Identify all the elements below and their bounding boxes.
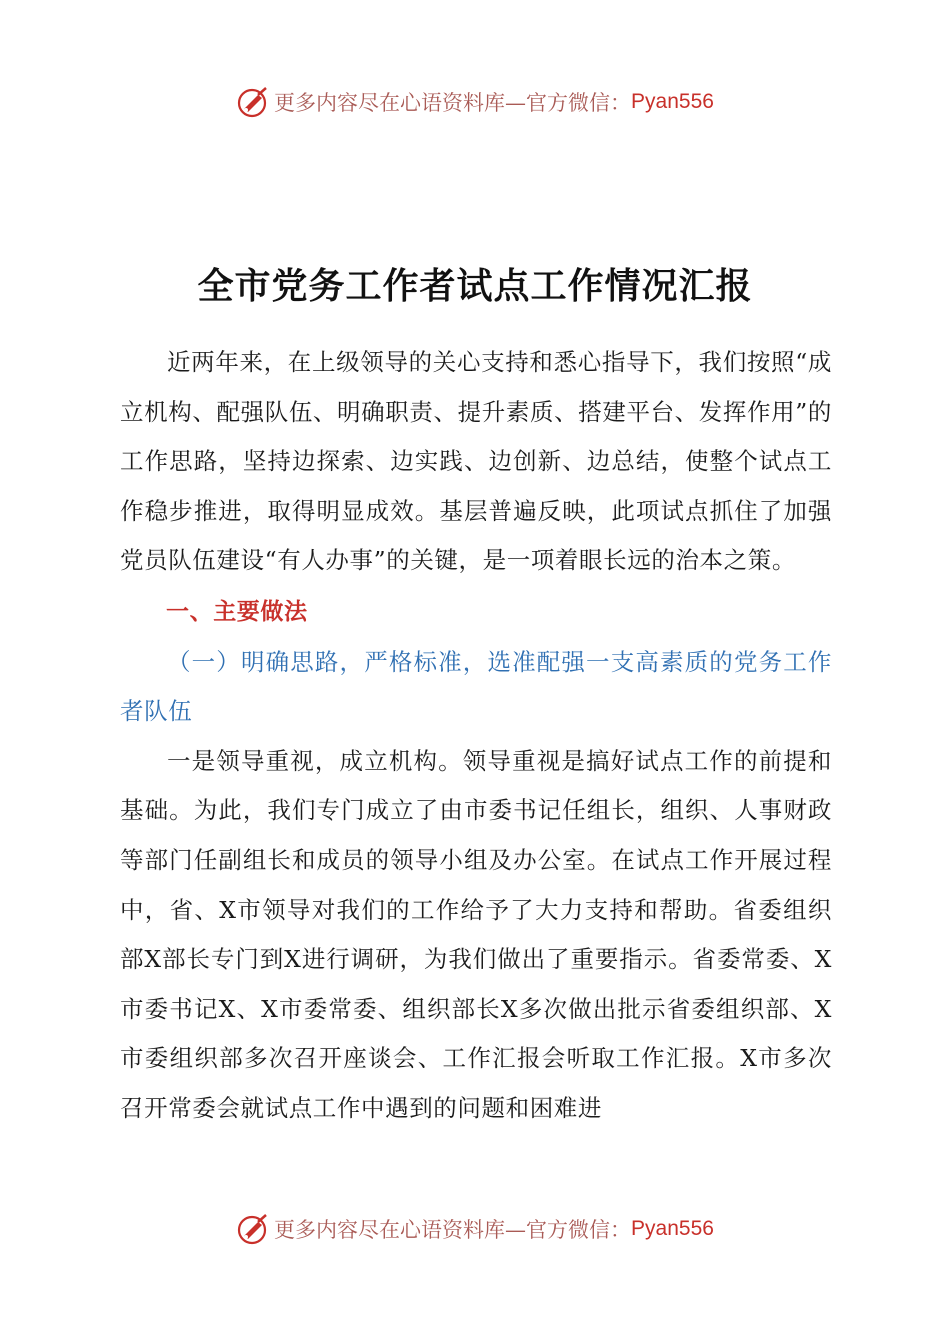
watermark-handle: Pyan556 <box>631 90 714 113</box>
watermark-banner-top <box>0 82 950 122</box>
document-title: 全市党务工作者试点工作情况汇报 <box>197 265 753 307</box>
watermark-text: 更多内容尽在心语资料库—官方微信： <box>274 1218 632 1242</box>
watermark-handle: Pyan556 <box>631 1217 714 1240</box>
subsection-heading: （一）明确思路，严格标准，选准配强一支高素质的党务工作者队伍 <box>120 647 832 726</box>
pen-circle-logo-icon <box>236 85 270 119</box>
section-heading: 一、主要做法 <box>166 598 308 625</box>
watermark-text: 更多内容尽在心语资料库—官方微信： <box>274 91 632 115</box>
watermark-banner-bottom <box>0 1209 950 1249</box>
document-body <box>120 338 832 1134</box>
body-paragraph: 一是领导重视，成立机构。领导重视是搞好试点工作的前提和基础。为此，我们专门成立了由市委书记任组长，组织、人事财政等部门任副组长和成员的领导小组及办公室。在试点工作开展过程中，省、X市领导对我们的工作给予了大力支持和帮助。省委组织部X部长专门到X进行调研，为我们做出了重要指示。省委常委、X市委书记X、X市委常委、组织部长X多次做出批示省委组织部、X市委组织部多次召开座谈会、工作汇报会听取工作汇报。X市多次召开常委会就试点工作中遇到的问题和困难进 <box>120 746 832 1122</box>
pen-circle-logo-icon <box>236 1212 270 1246</box>
intro-paragraph: 近两年来，在上级领导的关心支持和悉心指导下，我们按照“成立机构、配强队伍、明确职责、提升素质、搭建平台、发挥作用”的工作思路，坚持边探索、边实践、边创新、边总结，使整个试点工作稳步推进，取得明显成效。基层普遍反映，此项试点抓住了加强党员队伍建设“有人办事”的关键，是一项着眼长远的治本之策。 <box>120 348 832 575</box>
